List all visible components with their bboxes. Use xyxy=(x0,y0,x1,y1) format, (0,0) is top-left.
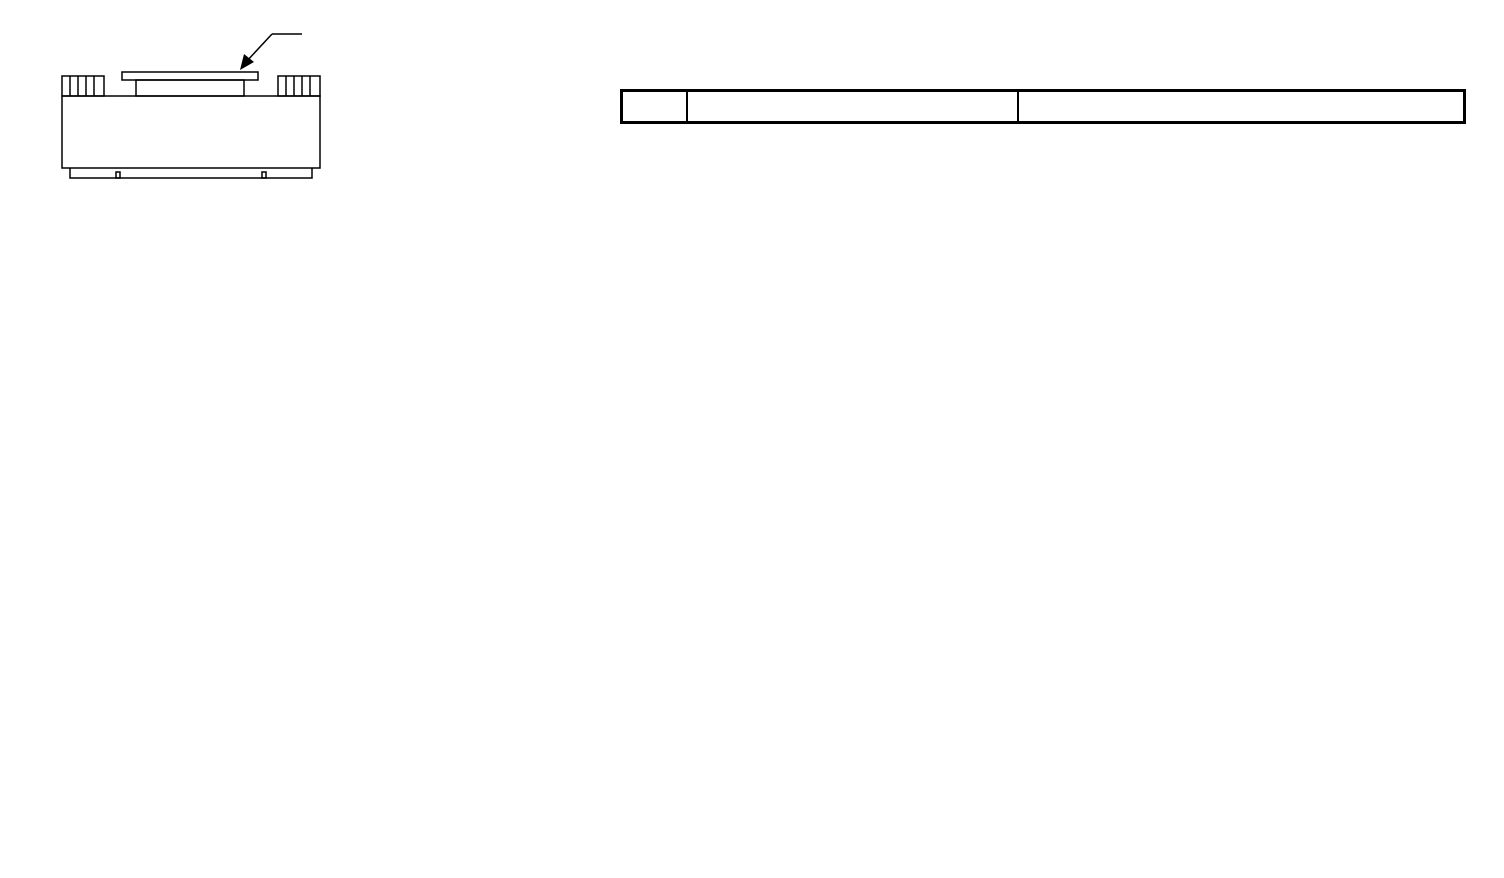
radio-connector-diagram xyxy=(0,0,400,240)
table-header-row xyxy=(622,91,1465,123)
callout-leader-line xyxy=(246,34,272,62)
header-cav xyxy=(622,91,688,123)
header-circuit xyxy=(687,91,1018,123)
connector-housing xyxy=(62,72,320,178)
pinout-table xyxy=(620,89,1466,124)
header-function xyxy=(1018,91,1464,123)
